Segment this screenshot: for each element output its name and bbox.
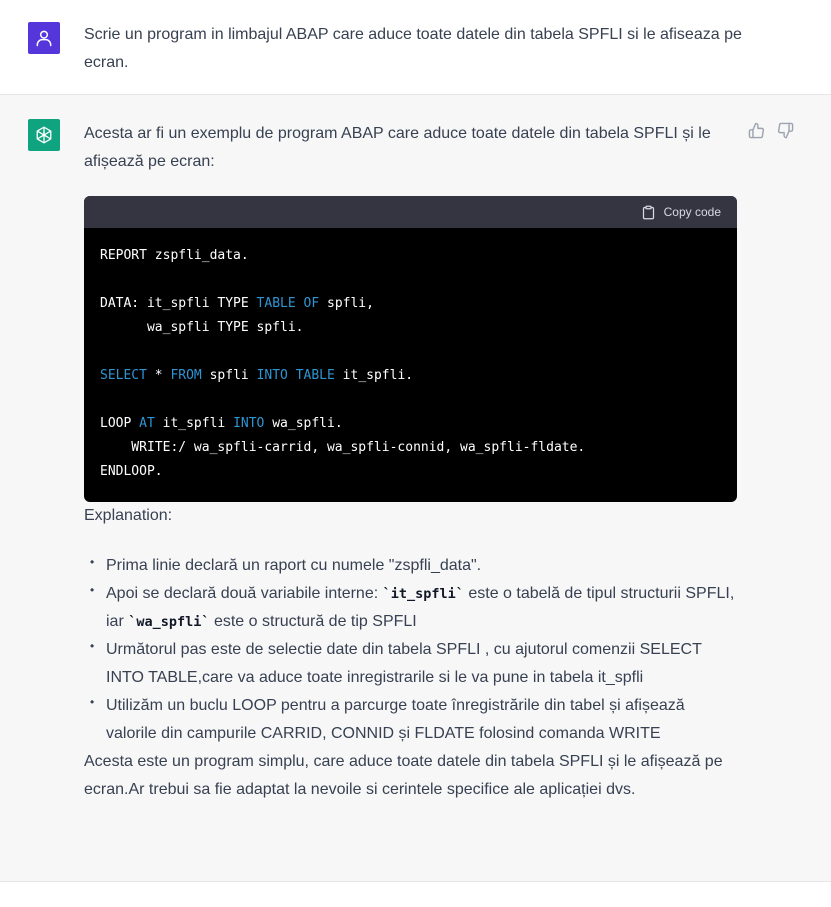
user-message-text: Scrie un program in limbajul ABAP care aduce toate datele din tabela SPFLI si le afiseaza pe ecran.	[84, 26, 742, 71]
assistant-conclusion-text: Acesta este un program simplu, care aduce toate datele din tabela SPFLI și le afișează pe ecran.Ar trebui sa fie adaptat la nevoile si cerintele specifice ale aplicației dvs.	[84, 753, 723, 798]
code-line-9: WRITE:/ wa_spfli-carrid, wa_spfli-connid, wa_spfli-fldate.	[100, 440, 586, 455]
thumbs-up-button[interactable]	[748, 122, 765, 139]
assistant-avatar	[28, 119, 60, 151]
list-item-text: este o structură de tip SPFLI	[209, 613, 417, 630]
code-token	[288, 368, 296, 383]
code-block	[84, 196, 737, 502]
list-item	[106, 552, 737, 580]
code-line-4: wa_spfli TYPE spfli.	[100, 320, 304, 335]
code-keyword: OF	[303, 296, 320, 311]
code-keyword: INTO	[256, 368, 288, 383]
code-content	[84, 228, 737, 502]
copy-code-label: Copy code	[663, 205, 721, 219]
code-token: wa_spfli.	[264, 416, 343, 431]
inline-code: `it_spfli`	[382, 586, 464, 602]
openai-logo-icon	[33, 124, 55, 146]
list-item	[106, 580, 737, 636]
code-line-1: REPORT zspfli_data.	[100, 248, 249, 263]
code-line-10: ENDLOOP.	[100, 464, 163, 479]
feedback-controls	[748, 122, 794, 139]
code-line-3	[100, 296, 374, 311]
list-item-text: Prima linie declară un raport cu numele "zspfli_data".	[106, 557, 482, 574]
code-token: spfli	[201, 368, 257, 383]
code-token	[296, 296, 304, 311]
code-keyword: TABLE	[256, 296, 296, 311]
clipboard-icon	[641, 205, 656, 220]
code-token: it_spfli.	[334, 368, 414, 383]
list-item	[106, 636, 737, 692]
code-token: *	[146, 368, 171, 383]
code-keyword: TABLE	[295, 368, 335, 383]
code-line-8	[100, 416, 343, 431]
code-token: it_spfli	[154, 416, 234, 431]
code-line-6	[100, 368, 413, 383]
copy-code-button[interactable]	[641, 205, 721, 220]
code-keyword: FROM	[170, 368, 202, 383]
user-avatar	[28, 22, 60, 54]
user-message-row	[0, 0, 831, 95]
code-keyword: AT	[139, 416, 155, 431]
list-item-text: Utilizăm un buclu LOOP pentru a parcurge toate înregistrările din tabel și afișează valorile din campurile CARRID, CONNID și FLDATE folosind comanda WRITE	[106, 697, 685, 742]
code-block-header	[84, 196, 737, 228]
code-token: DATA: it_spfli TYPE	[100, 296, 257, 311]
code-token: LOOP	[100, 416, 140, 431]
explanation-heading: Explanation:	[84, 507, 173, 524]
list-item	[106, 692, 737, 748]
assistant-intro-text: Acesta ar fi un exemplu de program ABAP care aduce toate datele din tabela SPFLI și le afișează pe ecran:	[84, 125, 711, 170]
code-keyword: SELECT	[100, 368, 147, 383]
assistant-message-content	[84, 120, 737, 804]
inline-code: `wa_spfli`	[128, 614, 210, 630]
thumbs-down-button[interactable]	[777, 122, 794, 139]
code-token: spfli,	[319, 296, 374, 311]
code-keyword: INTO	[233, 416, 265, 431]
explanation-list	[84, 552, 737, 748]
list-item-text: Apoi se declară două variabile interne:	[106, 585, 383, 602]
list-item-text: este o tabelă de tipul structurii SPFLI, iar	[106, 585, 735, 630]
thumbs-down-icon	[777, 122, 794, 139]
assistant-message-row	[0, 95, 831, 882]
user-avatar-icon	[34, 28, 54, 48]
thumbs-up-icon	[748, 122, 765, 139]
list-item-text: Următorul pas este de selectie date din tabela SPFLI , cu ajutorul comenzii SELECT INTO TABLE,care va aduce toate inregistrarile si le va pune in tabela it_spfli	[106, 641, 702, 686]
